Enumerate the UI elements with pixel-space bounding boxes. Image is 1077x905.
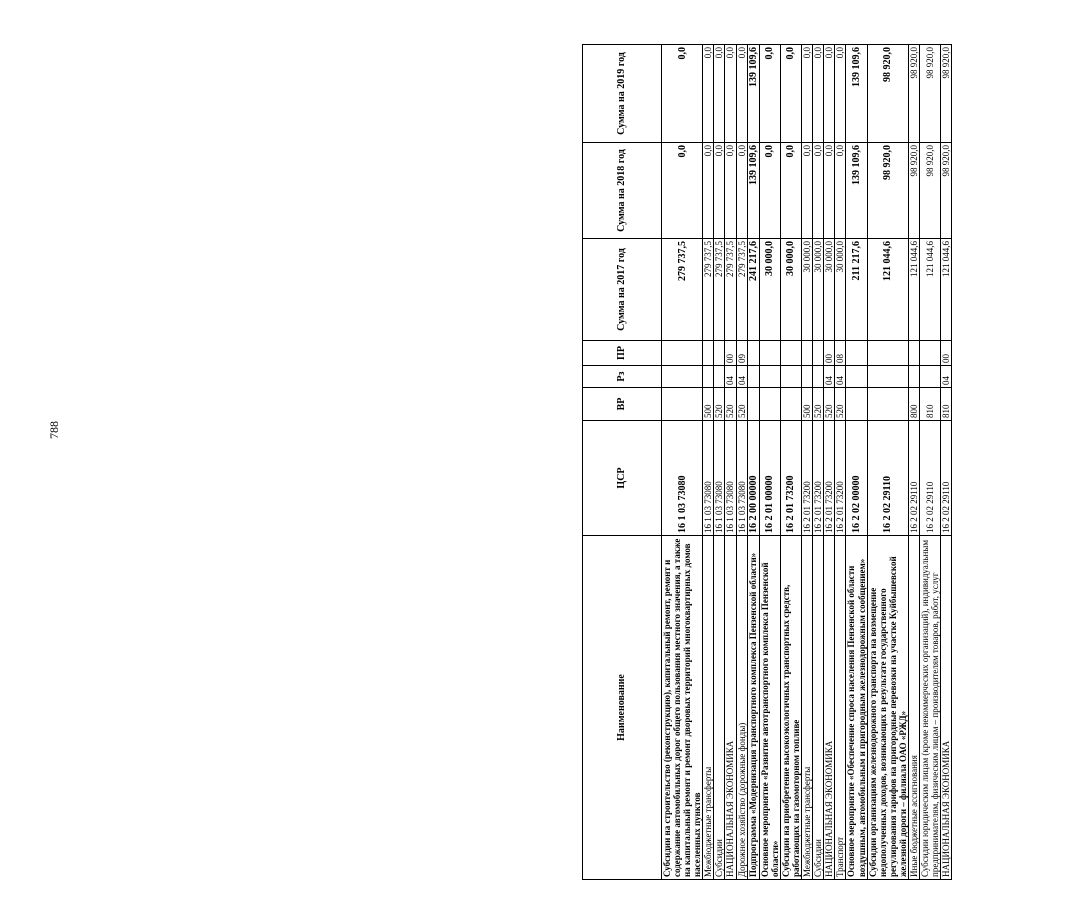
row-vr: 520 [736,388,747,421]
header-name: Наименование [583,536,662,880]
row-name: Подпрограмма «Модернизация транспортного комплекса Пензенской области» [747,536,759,880]
table-row [703,45,714,880]
row-name: НАЦИОНАЛЬНАЯ ЭКОНОМИКА [824,536,835,880]
row-pr [919,341,940,366]
row-vr: 520 [725,388,736,421]
row-sum-2017: 211 217,6 [846,239,867,341]
row-sum-2017: 279 737,5 [703,239,714,341]
row-sum-2019: 0,0 [824,45,835,143]
row-csr: 16 1 03 73080 [703,421,714,536]
row-name: Субсидии на строительство (реконструкцию), капитальный ремонт, ремонт и содержание автомобильных дорог общего пользования местного значения, а также на капитальный ремонт и ремонт дворовых территорий многоквартирных домов населенных пунктов [662,536,703,880]
row-rz [662,366,703,388]
row-sum-2017: 279 737,5 [736,239,747,341]
row-name: Межбюджетные трансферты [802,536,813,880]
row-pr [759,341,780,366]
row-pr [780,341,801,366]
header-csr: ЦСР [583,421,662,536]
row-sum-2017: 30 000,0 [824,239,835,341]
row-sum-2018: 98 920,0 [919,143,940,239]
table-body [662,45,952,880]
row-sum-2017: 121 044,6 [919,239,940,341]
row-sum-2017: 30 000,0 [835,239,846,341]
table-row [824,45,835,880]
row-sum-2019: 0,0 [780,45,801,143]
row-sum-2018: 0,0 [835,143,846,239]
row-sum-2019: 139 109,6 [846,45,867,143]
row-sum-2019: 0,0 [714,45,725,143]
row-sum-2019: 0,0 [725,45,736,143]
row-vr [846,388,867,421]
table-row [725,45,736,880]
row-name: НАЦИОНАЛЬНАЯ ЭКОНОМИКА [941,536,952,880]
row-sum-2018: 98 920,0 [867,143,908,239]
row-sum-2017: 279 737,5 [714,239,725,341]
row-name: НАЦИОНАЛЬНАЯ ЭКОНОМИКА [725,536,736,880]
row-sum-2017: 30 000,0 [759,239,780,341]
row-sum-2018: 0,0 [824,143,835,239]
row-name: Иные бюджетные ассигнования [908,536,919,880]
row-sum-2017: 30 000,0 [802,239,813,341]
row-rz: 04 [941,366,952,388]
row-sum-2018: 98 920,0 [941,143,952,239]
row-sum-2019: 0,0 [736,45,747,143]
row-pr: 00 [941,341,952,366]
row-rz [908,366,919,388]
header-sum-2017: Сумма на 2017 год [583,239,662,341]
header-pr: ПР [583,341,662,366]
row-sum-2019: 98 920,0 [867,45,908,143]
row-sum-2018: 0,0 [714,143,725,239]
row-csr: 16 2 02 29110 [867,421,908,536]
row-sum-2018: 98 920,0 [908,143,919,239]
row-csr: 16 1 03 73080 [714,421,725,536]
row-sum-2017: 30 000,0 [780,239,801,341]
row-rz [703,366,714,388]
table-row [759,45,780,880]
row-name: Дорожное хозяйство (дорожные фонды) [736,536,747,880]
row-rz [919,366,940,388]
row-csr: 16 2 01 73200 [824,421,835,536]
row-sum-2019: 0,0 [662,45,703,143]
row-rz [759,366,780,388]
row-vr: 520 [813,388,824,421]
row-csr: 16 2 02 29110 [919,421,940,536]
table-row [780,45,801,880]
row-name: Транспорт [835,536,846,880]
table-row [714,45,725,880]
table-row [747,45,759,880]
row-pr [813,341,824,366]
table-row [919,45,940,880]
row-sum-2018: 0,0 [759,143,780,239]
row-vr [747,388,759,421]
row-sum-2017: 279 737,5 [662,239,703,341]
row-vr: 500 [703,388,714,421]
row-sum-2019: 0,0 [813,45,824,143]
row-sum-2018: 0,0 [703,143,714,239]
row-vr [780,388,801,421]
row-pr [747,341,759,366]
row-pr [908,341,919,366]
row-sum-2018: 139 109,6 [747,143,759,239]
row-sum-2019: 98 920,0 [941,45,952,143]
row-rz [780,366,801,388]
row-sum-2019: 139 109,6 [747,45,759,143]
row-sum-2018: 0,0 [725,143,736,239]
header-sum-2019: Сумма на 2019 год [583,45,662,143]
row-sum-2017: 121 044,6 [867,239,908,341]
table-row [736,45,747,880]
row-sum-2017: 30 000,0 [813,239,824,341]
row-rz [846,366,867,388]
row-vr: 810 [941,388,952,421]
row-sum-2019: 98 920,0 [908,45,919,143]
row-csr: 16 1 03 73080 [725,421,736,536]
table-header-row [583,45,662,880]
row-sum-2018: 139 109,6 [846,143,867,239]
table-row [662,45,703,880]
table-row [867,45,908,880]
row-pr [703,341,714,366]
table-row [908,45,919,880]
rotated-table-container [582,45,1077,880]
row-pr [802,341,813,366]
row-sum-2018: 0,0 [780,143,801,239]
row-sum-2017: 279 737,5 [725,239,736,341]
row-vr [662,388,703,421]
row-name: Субсидии [813,536,824,880]
row-rz: 04 [725,366,736,388]
row-name: Субсидии [714,536,725,880]
row-sum-2018: 0,0 [813,143,824,239]
row-rz [714,366,725,388]
row-name: Субсидии юридическим лицам (кроме некоммерческих организаций), индивидуальным предпринимателям, физическим лицам – производителям товаров, работ, услуг [919,536,940,880]
row-csr: 16 2 01 73200 [835,421,846,536]
row-sum-2018: 0,0 [802,143,813,239]
row-name: Основное мероприятие «Развитие автотранспортного комплекса Пензенской области» [759,536,780,880]
row-name: Субсидии организациям железнодорожного транспорта на возмещение недополученных доходов, возникающих в результате государственного регулирования тарифов на пригородные перевозки на участке Куйбышевской железной дороги – филиала ОАО «РЖД» [867,536,908,880]
row-vr: 500 [802,388,813,421]
row-rz [747,366,759,388]
row-vr: 520 [714,388,725,421]
row-csr: 16 1 03 73080 [662,421,703,536]
table-row [835,45,846,880]
row-vr: 520 [824,388,835,421]
row-sum-2019: 98 920,0 [919,45,940,143]
row-sum-2019: 0,0 [835,45,846,143]
row-vr [867,388,908,421]
header-vr: ВР [583,388,662,421]
row-rz [802,366,813,388]
row-pr [714,341,725,366]
row-pr [846,341,867,366]
row-csr: 16 2 01 73200 [780,421,801,536]
row-pr: 00 [824,341,835,366]
row-sum-2019: 0,0 [759,45,780,143]
row-csr: 16 2 02 00000 [846,421,867,536]
row-csr: 16 2 00 00000 [747,421,759,536]
row-csr: 16 2 02 29110 [908,421,919,536]
row-sum-2019: 0,0 [703,45,714,143]
row-vr: 800 [908,388,919,421]
row-name: Основное мероприятие «Обеспечение спроса населения Пензенской области воздушным, автомобильным и пригородным железнодорожным сообщением» [846,536,867,880]
header-sum-2018: Сумма на 2018 год [583,143,662,239]
table-row [846,45,867,880]
row-pr: 00 [725,341,736,366]
row-vr: 810 [919,388,940,421]
row-csr: 16 2 01 73200 [802,421,813,536]
row-csr: 16 2 01 00000 [759,421,780,536]
row-pr [662,341,703,366]
budget-table [582,44,952,880]
row-sum-2017: 121 044,6 [941,239,952,341]
row-rz: 04 [835,366,846,388]
row-sum-2018: 0,0 [736,143,747,239]
row-pr: 09 [736,341,747,366]
row-vr [759,388,780,421]
row-csr: 16 2 01 73200 [813,421,824,536]
row-rz [867,366,908,388]
table-row [941,45,952,880]
row-pr: 08 [835,341,846,366]
row-vr: 520 [835,388,846,421]
row-pr [867,341,908,366]
row-name: Межбюджетные трансферты [703,536,714,880]
row-name: Субсидии на приобретение высокоэкологичных транспортных средств, работающих на газомоторном топливе [780,536,801,880]
table-row [813,45,824,880]
row-rz [813,366,824,388]
row-sum-2018: 0,0 [662,143,703,239]
row-sum-2017: 241 217,6 [747,239,759,341]
row-csr: 16 2 02 29110 [941,421,952,536]
row-sum-2019: 0,0 [802,45,813,143]
row-sum-2017: 121 044,6 [908,239,919,341]
header-rz: Рз [583,366,662,388]
row-csr: 16 1 03 73080 [736,421,747,536]
table-row [802,45,813,880]
page-number: 788 [47,421,61,439]
row-rz: 04 [736,366,747,388]
row-rz: 04 [824,366,835,388]
